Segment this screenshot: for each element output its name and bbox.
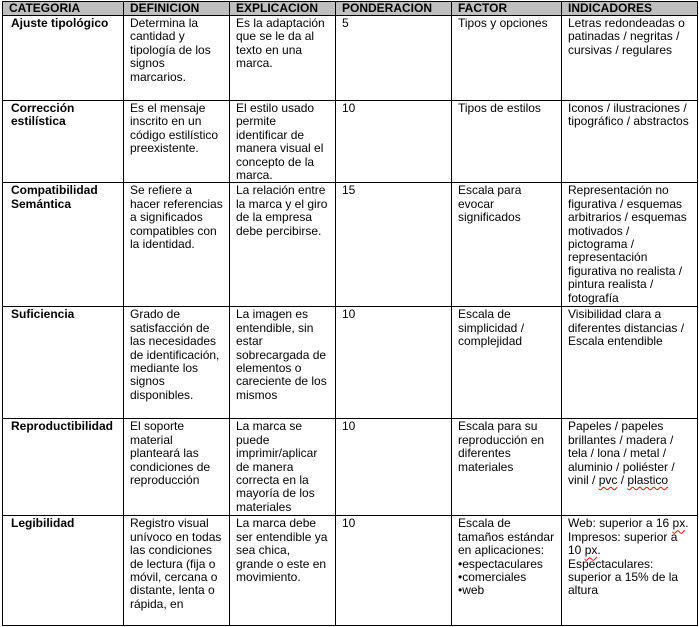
cell-definicion: Se refiere a hacer referencias a significados compatibles con la identidad. — [124, 183, 230, 307]
cell-indicadores: Representación no figurativa / esquemas arbitrarios / esquemas motivados / pictograma / representación figurativa no realista / pintura realista / fotografía — [562, 183, 698, 307]
header-indicadores: INDICADORES — [562, 2, 698, 16]
cell-definicion: Grado de satisfacción de las necesidades de identificación, mediante los signos disponibles. — [124, 307, 230, 419]
cell-factor: Escala para su reproducción en diferentes materiales — [452, 419, 562, 516]
cell-explicacion: La marca debe ser entendible ya sea chica, grande o este en movimiento. — [230, 516, 336, 626]
indicador-impresos — [568, 531, 691, 558]
cell-indicadores — [562, 419, 698, 516]
cell-indicadores: Iconos / ilustraciones / tipográfico / abstractos — [562, 101, 698, 183]
cell-indicadores — [562, 516, 698, 626]
cell-ponderacion: 10 — [336, 516, 452, 626]
cell-categoria: Reproductibilidad — [3, 419, 124, 516]
indicador-impresos-end: . — [597, 543, 601, 558]
indicador-web-unit: px — [672, 516, 686, 531]
cell-explicacion: La marca se puede imprimir/aplicar de manera correcta en la mayoría de los materiales — [230, 419, 336, 516]
indicador-web — [568, 517, 691, 530]
table-row — [3, 419, 698, 516]
list-item: • web — [458, 584, 555, 597]
cell-factor: Escala para evocar significados — [452, 183, 562, 307]
list-item: • espectaculares — [458, 558, 555, 571]
indicadores-pvc: pvc — [598, 473, 618, 488]
cell-categoria: Corrección estilística — [3, 101, 124, 183]
indicadores-plastico: plastico — [627, 473, 669, 488]
cell-definicion: El soporte material planteará las condiciones de reproducción — [124, 419, 230, 516]
cell-factor: Tipos de estilos — [452, 101, 562, 183]
table-row — [3, 183, 698, 307]
header-factor: FACTOR — [452, 2, 562, 16]
cell-ponderacion: 15 — [336, 183, 452, 307]
indicador-web-text: Web: superior a 16 — [568, 516, 673, 531]
factor-intro: Escala de tamaños estándar en aplicaciones: — [458, 516, 555, 558]
indicador-espectaculares: Espectaculares: superior a 15% de la altura — [568, 556, 679, 598]
indicador-impresos-unit: px — [584, 543, 598, 558]
cell-explicacion: El estilo usado permite identificar de manera visual el concepto de la marca. — [230, 101, 336, 183]
header-categoria: CATEGORIA — [3, 2, 124, 16]
cell-factor: Escala de simplicidad / complejidad — [452, 307, 562, 419]
cell-definicion: Registro visual unívoco en todas las condiciones de lectura (fija o móvil, cercana o distante, lenta o rápida, en — [124, 516, 230, 626]
cell-ponderacion: 10 — [336, 307, 452, 419]
header-explicacion: EXPLICACION — [230, 2, 336, 16]
cell-definicion: Es el mensaje inscrito en un código estilístico preexistente. — [124, 101, 230, 183]
cell-explicacion: Es la adaptación que se le da al texto en una marca. — [230, 16, 336, 101]
cell-definicion: Determina la cantidad y tipología de los signos marcarios. — [124, 16, 230, 101]
factor-list — [458, 558, 555, 598]
cell-ponderacion: 5 — [336, 16, 452, 101]
table-row — [3, 307, 698, 419]
indicador-web-end: . — [685, 516, 689, 531]
cell-categoria: Suficiencia — [3, 307, 124, 419]
list-item: • comerciales — [458, 571, 555, 584]
cell-explicacion: La relación entre la marca y el giro de la empresa debe percibirse. — [230, 183, 336, 307]
cell-factor — [452, 516, 562, 626]
indicador-impresos-text: Impresos: superior a 10 — [568, 529, 678, 558]
cell-categoria: Ajuste tipológico — [3, 16, 124, 101]
cell-ponderacion: 10 — [336, 419, 452, 516]
cell-categoria: Legibilidad — [3, 516, 124, 626]
table-row — [3, 516, 698, 626]
indicadores-text: Papeles / papeles brillantes / madera / tela / lona / metal / aluminio / poliéster / vinil / — [568, 419, 675, 488]
cell-ponderacion: 10 — [336, 101, 452, 183]
cell-indicadores: Visibilidad clara a diferentes distancias / Escala entendible — [562, 307, 698, 419]
table-row — [3, 101, 698, 183]
cell-categoria: Compatibilidad Semántica — [3, 183, 124, 307]
header-definicion: DEFINICION — [124, 2, 230, 16]
header-row — [3, 2, 698, 16]
table-row — [3, 16, 698, 101]
evaluation-table — [2, 1, 698, 626]
cell-indicadores: Letras redondeadas o patinadas / negritas / cursivas / regulares — [562, 16, 698, 101]
cell-factor: Tipos y opciones — [452, 16, 562, 101]
indicadores-sep: / — [617, 473, 628, 488]
cell-explicacion: La imagen es entendible, sin estar sobrecargada de elementos o careciente de los mismos — [230, 307, 336, 419]
header-ponderacion: PONDERACION — [336, 2, 452, 16]
